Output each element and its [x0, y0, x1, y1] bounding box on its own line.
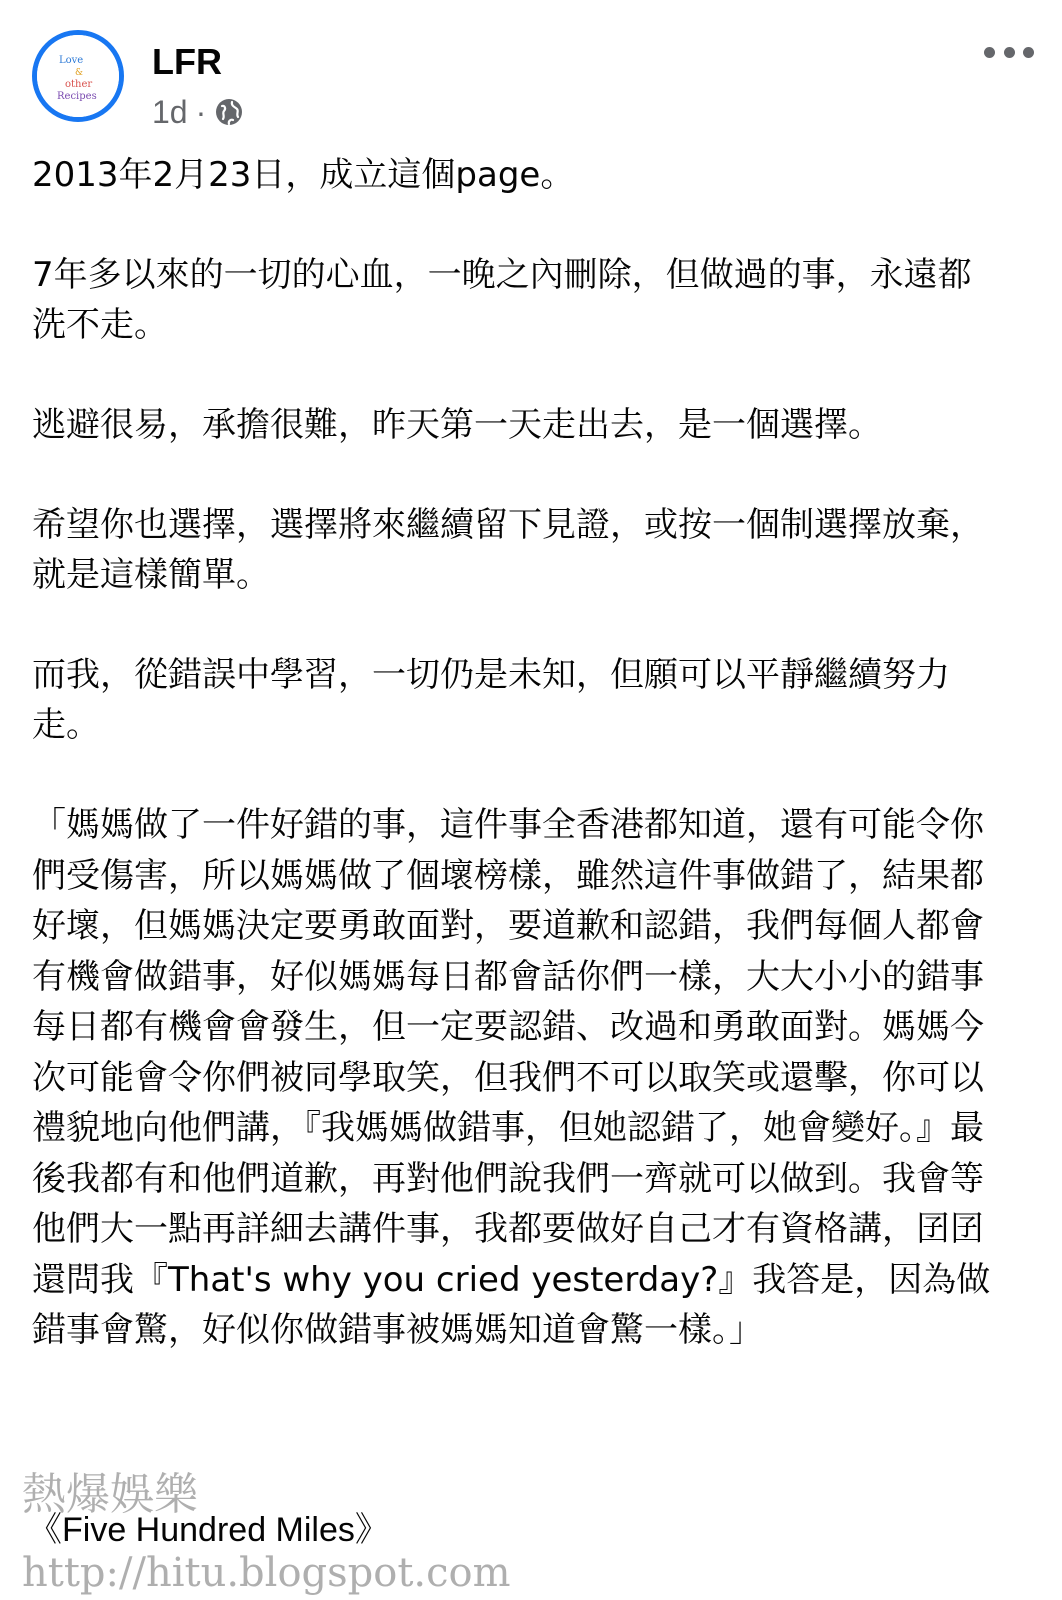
post-text: [32, 150, 997, 1356]
svg-text:Love: Love: [59, 55, 84, 66]
post-meta: [152, 92, 244, 132]
post-paragraph-deleted: 7年多以來的一切的心血，一晚之內刪除，但做過的事，永遠都洗不走。: [32, 255, 972, 345]
post-paragraph-choice: 逃避很易，承擔很難，昨天第一天走出去，是一個選擇。: [32, 405, 882, 445]
svg-text:&: &: [75, 68, 84, 78]
meta-separator: ·: [195, 93, 207, 130]
more-dot: [1004, 47, 1015, 58]
post-timestamp[interactable]: 1d: [152, 93, 188, 130]
more-dot: [1023, 47, 1034, 58]
svg-text:Recipes: Recipes: [57, 91, 97, 102]
page-name[interactable]: LFR: [152, 41, 222, 82]
post-header: [0, 0, 1062, 150]
more-dot: [984, 47, 995, 58]
globe-icon[interactable]: [214, 97, 244, 127]
post-paragraph-hope: 希望你也選擇，選擇將來繼續留下見證，或按一個制選擇放棄，就是這樣簡單。: [32, 505, 984, 595]
svg-text:other: other: [65, 79, 93, 90]
more-options-icon[interactable]: [984, 40, 1034, 64]
post-paragraph-learn: 而我，從錯誤中學習，一切仍是未知，但願可以平靜繼續努力走。: [32, 655, 950, 745]
post-paragraph-song: 《Five Hundred Miles》: [28, 1511, 389, 1549]
watermark-title: 熱爆娛樂: [22, 1469, 198, 1520]
love-and-other-recipes-logo: [37, 35, 119, 117]
post-paragraph-quote: 「媽媽做了一件好錯的事，這件事全香港都知道，還有可能令你們受傷害，所以媽媽做了個壞榜樣，雖然這件事做錯了，結果都好壞，但媽媽決定要勇敢面對，要道歉和認錯，我們每個人都會有機會做錯事，好似媽媽每日都會話你們一樣，大大小小的錯事每日都有機會會發生，但一定要認錯、改過和勇敢面對。媽媽今次可能會令你們被同學取笑，但我們不可以取笑或還擊，你可以禮貌地向他們講，『我媽媽做錯事，但她認錯了，她會變好。』最後我都有和他們道歉，再對他們說我們一齊就可以做到。我會等他們大一點再詳細去講件事，我都要做好自己才有資格講，囝囝還問我『That's why you cried yesterday?』我答是，因為做錯事會驚，好似你做錯事被媽媽知道會驚一樣。」: [32, 805, 991, 1350]
watermark-url: http://hitu.blogspot.com: [22, 1550, 511, 1596]
page-avatar[interactable]: [32, 30, 124, 122]
post-paragraph-date: 2013年2月23日，成立這個page。: [32, 155, 575, 195]
